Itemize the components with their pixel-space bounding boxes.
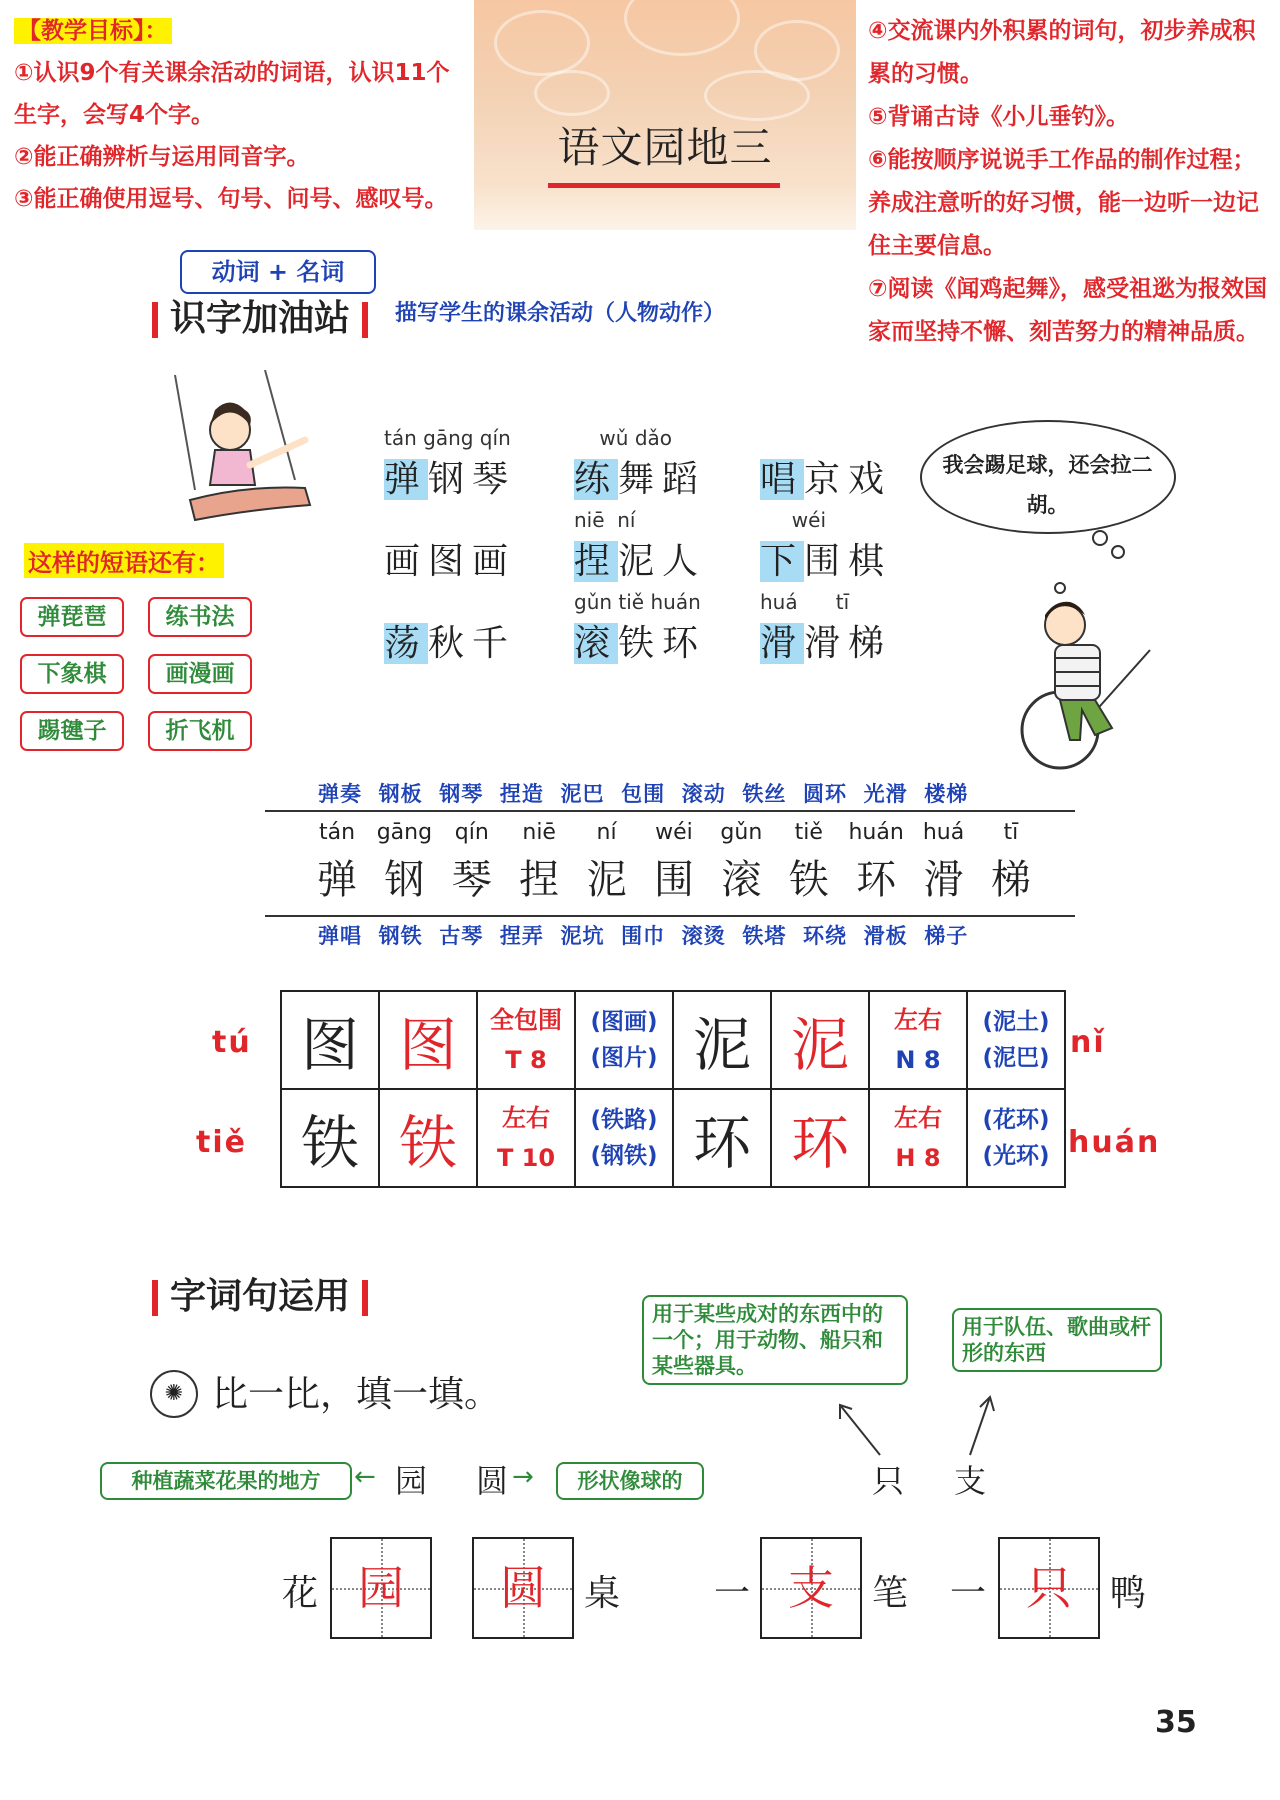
vocab-word: 滚动 [681, 782, 726, 806]
goal-item: ⑥能按顺序说说手工作品的制作过程；养成注意听的好习惯，能一边听一边记住主要信息。 [868, 147, 1259, 259]
vocab-word: 捏造 [499, 782, 544, 806]
structure-cell: 左右 H 8 [869, 1089, 967, 1187]
fill-word-hua: 花 [282, 1573, 319, 1614]
vocab-char: ní 泥 [586, 820, 627, 903]
vocab-word: 泥坑 [560, 924, 605, 948]
vocab-char: qín 琴 [451, 820, 492, 903]
vocab-rule-top [265, 810, 1075, 812]
more-phrases-label: 这样的短语还有： [24, 543, 224, 578]
vocab-word: 捏弄 [499, 924, 544, 948]
title-underline [548, 183, 780, 188]
vocab-word: 环绕 [803, 924, 847, 948]
arrow-left-icon: ← [354, 1462, 376, 1492]
pinyin-tu: tú [212, 1025, 252, 1060]
phrase-chip: 折飞机 [148, 711, 252, 751]
words-cell: (泥土) (泥巴) [967, 991, 1065, 1089]
char-cell-red: 泥 [771, 991, 869, 1089]
zhi-only-note: 用于某些成对的东西中的一个；用于动物、船只和某些器具。 [642, 1295, 908, 1385]
phrase-item: 荡秋千 [384, 623, 517, 664]
writing-grid [280, 990, 1066, 1188]
vocab-word: 弹唱 [318, 924, 362, 948]
vocab-word: 铁丝 [742, 782, 787, 806]
answer-box[interactable]: 园 [330, 1537, 432, 1639]
page-number: 35 [1155, 1705, 1197, 1740]
answer-box[interactable]: 圆 [472, 1537, 574, 1639]
literacy-station-note: 描写学生的课余活动（人物动作） [395, 301, 726, 326]
goal-item: ③能正确使用逗号、句号、问号、感叹号。 [14, 186, 448, 212]
phrase-item: niē ní 捏泥人 [574, 508, 707, 582]
goals-heading: 【教学目标】： [14, 18, 172, 44]
goal-item: ①认识9个有关课余活动的词语，认识11个生字，会写4个字。 [14, 60, 450, 128]
boy-with-hoop-illustration [1000, 530, 1260, 770]
fill-word-bi: 笔 [872, 1573, 909, 1614]
pinyin-tie: tiě [196, 1125, 247, 1160]
phrase-chip: 弹琵琶 [20, 597, 124, 637]
phrase-chip: 练书法 [148, 597, 252, 637]
yuan-garden-note: 种植蔬菜花果的地方 [100, 1462, 352, 1500]
page-title: 语文园地三 [557, 123, 773, 172]
vocab-word: 滑板 [863, 924, 908, 948]
vocab-char: gǔn 滚 [720, 820, 763, 903]
goal-item: ②能正确辨析与运用同音字。 [14, 144, 310, 170]
phrase-item: wéi 下围棋 [760, 508, 893, 582]
fill-word-yi: 一 [950, 1573, 987, 1614]
vocab-word: 梯子 [924, 924, 969, 948]
char-yuan-garden: 园 [395, 1462, 428, 1500]
char-cell-red: 铁 [379, 1089, 477, 1187]
answer-box[interactable]: 支 [760, 1537, 862, 1639]
vocab-word: 钢琴 [439, 782, 484, 806]
literacy-station-heading [140, 290, 380, 341]
girl-on-swing-illustration [155, 370, 335, 540]
phrase-chip: 踢毽子 [20, 711, 124, 751]
usage-heading [140, 1268, 380, 1319]
structure-cell: 左右 T 10 [477, 1089, 575, 1187]
fill-word-zhuo: 桌 [584, 1573, 621, 1614]
phrase-chip: 下象棋 [20, 654, 124, 694]
vocab-word: 圆环 [803, 782, 847, 806]
char-cell-red: 环 [771, 1089, 869, 1187]
fill-word-ya: 鸭 [1110, 1573, 1147, 1614]
vocab-char: wéi 围 [653, 820, 694, 903]
char-yuan-round: 圆 [476, 1462, 509, 1500]
pinyin-huan: huán [1068, 1125, 1161, 1160]
vocab-word: 楼梯 [924, 782, 969, 806]
vocab-char: tī 梯 [990, 820, 1031, 903]
goal-item: ④交流课内外积累的词句，初步养成积累的习惯。 [868, 18, 1256, 87]
char-zhi-branch: 支 [954, 1462, 987, 1500]
phrase-chip: 画漫画 [148, 654, 252, 694]
goal-item: ⑦阅读《闻鸡起舞》，感受祖逖为报效国家而坚持不懈、刻苦努力的精神品质。 [868, 276, 1267, 345]
vocab-word: 钢板 [378, 782, 423, 806]
usage-title: 字词句运用 [170, 1276, 351, 1317]
phrase-item: 画图画 [384, 541, 517, 582]
teaching-goals-left [14, 10, 469, 220]
exercise-prompt: 比一比，填一填。 [212, 1374, 501, 1415]
char-cell: 图 [281, 991, 379, 1089]
vocab-word: 钢铁 [378, 924, 423, 948]
vocab-char: niē 捏 [519, 820, 560, 903]
vocab-char: tiě 铁 [788, 820, 829, 903]
writing-row [281, 1089, 1065, 1187]
arrow-right-icon: → [512, 1462, 534, 1492]
vocab-word: 弹奏 [318, 782, 362, 806]
goal-item: ⑤背诵古诗《小儿垂钓》。 [868, 104, 1129, 130]
phrase-item: tán gāng qín 弹钢琴 [384, 426, 517, 500]
vocab-word: 滚烫 [681, 924, 726, 948]
vocab-char: huá 滑 [922, 820, 965, 903]
yuan-round-note: 形状像球的 [556, 1462, 704, 1500]
vocab-bottom-row [318, 920, 968, 950]
vocab-word: 围巾 [621, 924, 666, 948]
words-cell: (图画) (图片) [575, 991, 673, 1089]
answer-box[interactable]: 只 [998, 1537, 1100, 1639]
pinyin-ni: nǐ [1070, 1025, 1106, 1060]
vocab-characters [304, 820, 1044, 905]
words-cell: (铁路) (钢铁) [575, 1089, 673, 1187]
vocab-word: 古琴 [439, 924, 484, 948]
char-cell: 环 [673, 1089, 771, 1187]
char-zhi-only: 只 [872, 1462, 905, 1500]
vocab-word: 包围 [621, 782, 666, 806]
words-cell: (花环) (光环) [967, 1089, 1065, 1187]
fill-word-yi: 一 [714, 1573, 751, 1614]
phrase-item: huá tī 滑滑梯 [760, 590, 893, 664]
structure-cell: 左右 N 8 [869, 991, 967, 1089]
vocab-char: tán 弹 [317, 820, 357, 903]
spiral-icon: ✺ [150, 1370, 198, 1418]
vocab-char: huán 环 [848, 820, 904, 903]
writing-row [281, 991, 1065, 1089]
verb-noun-tag: 动词 + 名词 [180, 250, 376, 294]
vocab-rule-bottom [265, 915, 1075, 917]
vocab-char: gāng 钢 [376, 820, 433, 903]
char-cell-red: 图 [379, 991, 477, 1089]
structure-cell: 全包围 T 8 [477, 991, 575, 1089]
arrows-to-notes [820, 1395, 1000, 1465]
phrase-item: 唱京戏 [760, 459, 893, 500]
char-cell: 泥 [673, 991, 771, 1089]
vocab-word: 光滑 [863, 782, 908, 806]
vocab-word: 泥巴 [560, 782, 605, 806]
phrase-item: wǔ dǎo 练舞蹈 [574, 426, 707, 500]
speech-bubble-text: 我会踢足球，还会拉二胡。 [942, 453, 1153, 517]
zhi-branch-note: 用于队伍、歌曲或杆形的东西 [952, 1308, 1162, 1372]
phrase-item: gǔn tiě huán 滚铁环 [574, 590, 707, 664]
vocab-top-row [318, 778, 968, 808]
char-cell: 铁 [281, 1089, 379, 1187]
literacy-station-title: 识字加油站 [170, 298, 351, 339]
vocab-word: 铁塔 [742, 924, 787, 948]
teaching-goals-right [868, 10, 1270, 354]
